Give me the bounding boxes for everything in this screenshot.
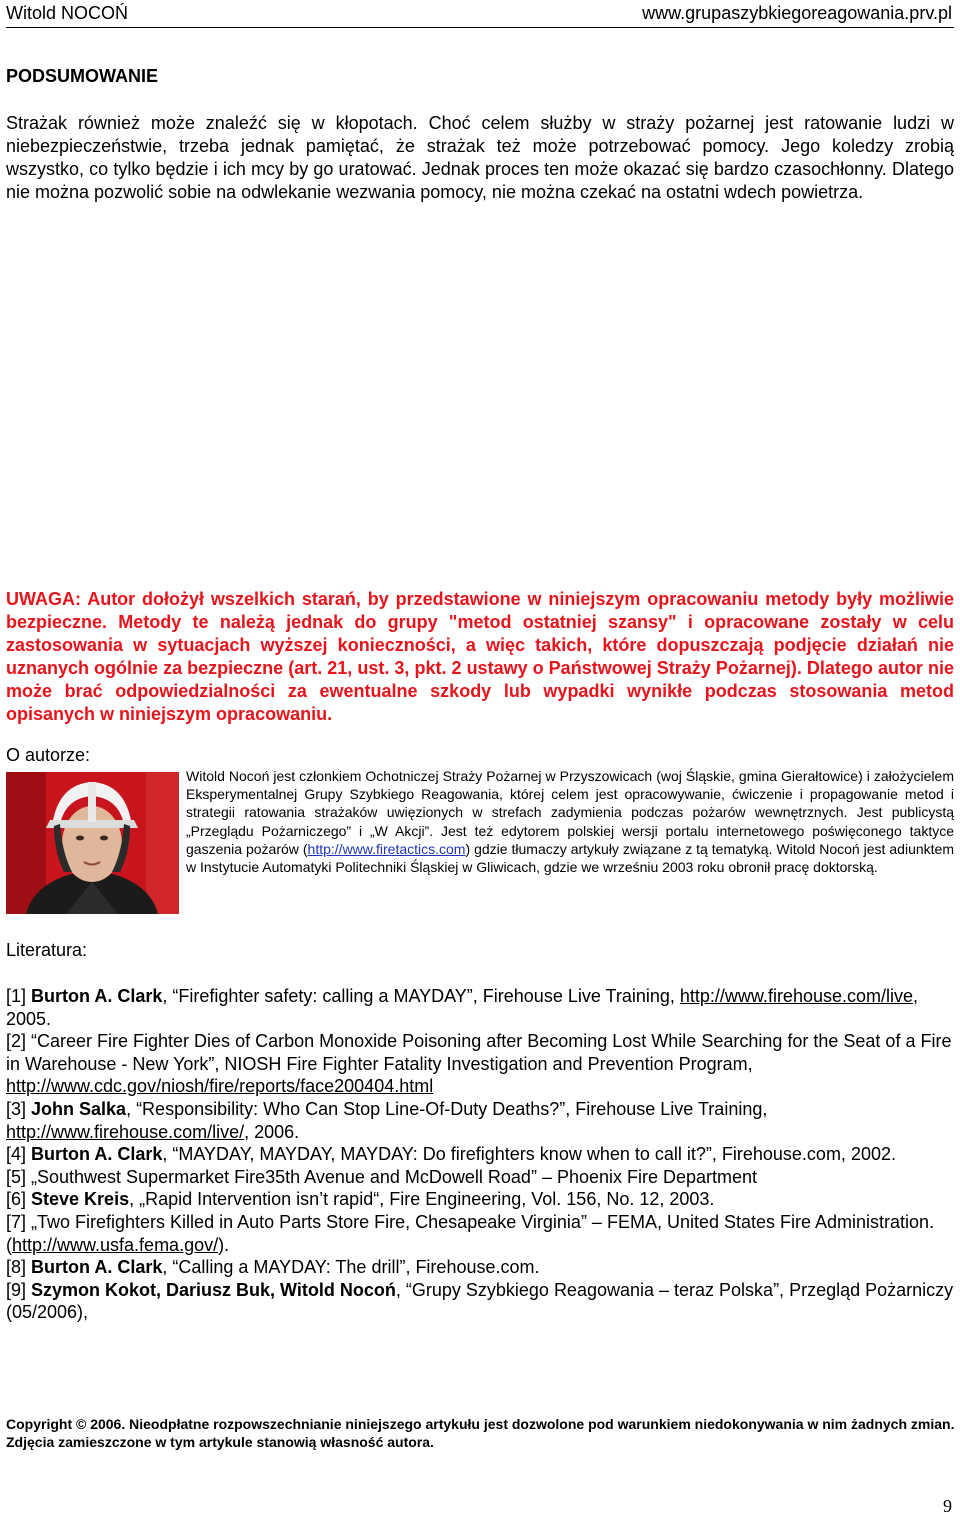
- reference-author: Steve Kreis: [31, 1189, 130, 1210]
- literature-label: Literatura:: [6, 940, 88, 960]
- reference-text: , “MAYDAY, MAYDAY, MAYDAY: Do firefighters know when to call it?”, Firehouse.com, 2002.: [162, 1144, 896, 1165]
- firetactics-link[interactable]: [308, 841, 466, 857]
- reference-text: , “Responsibility: Who Can Stop Line-Of-Duty Deaths?”, Firehouse Live Training,: [126, 1098, 768, 1119]
- reference-number: [5]: [6, 1166, 32, 1187]
- page-number: 9: [943, 1496, 952, 1516]
- reference-author: Szymon Kokot, Dariusz Buk, Witold Nocoń: [31, 1279, 396, 1300]
- reference-item: [6, 1279, 956, 1324]
- about-author-label: O autorze:: [6, 745, 91, 765]
- reference-item: [6, 1098, 956, 1143]
- reference-link[interactable]: http://www.firehouse.com/live/: [6, 1121, 245, 1142]
- reference-item: [6, 1030, 956, 1098]
- reference-item: [6, 1188, 956, 1211]
- reference-number: [4]: [6, 1144, 32, 1165]
- reference-text: , “Firefighter safety: calling a MAYDAY”, Firehouse Live Training,: [162, 986, 680, 1006]
- reference-number: [9]: [6, 1279, 32, 1300]
- reference-number: [1]: [6, 986, 32, 1006]
- reference-text: “Career Fire Fighter Dies of Carbon Monoxide Poisoning after Becoming Lost While Searching for the Seat of a Fire in Warehouse - New York”, NIOSH Fire Fighter Fatality Investigation and Prevention Program,: [6, 1031, 952, 1074]
- reference-link[interactable]: http://www.firehouse.com/live: [679, 986, 914, 1006]
- reference-number: [8]: [6, 1257, 32, 1278]
- reference-number: [7]: [6, 1211, 32, 1232]
- reference-link[interactable]: http://www.cdc.gov/niosh/fire/reports/face200404.html: [6, 1076, 434, 1097]
- firetactics-link-part1: http://: [307, 840, 343, 857]
- bio-text-start: Witold Nocoń jest członkiem Ochotniczej Straży Pożarnej w Przyszowicach (woj Śląskie, gmina Gierałtowice) i założycielem Eksperymentalnej Grupy Szybkiego Reagowania, której celem jest opracowywanie, ćwiczenie i propagowanie metod i strategii ratowania strażaków uwięzionych w strefach zadymienia podczas pożarów wewnętrznych. Jest publicystą „Przeglądu Pożarniczego” i „W Akcji”. Jest też edytorem polskiej wersji portalu internetowego poświęconego taktyce gaszenia pożarów (: [186, 768, 954, 857]
- reference-author: John Salka: [31, 1098, 127, 1119]
- reference-item: [6, 985, 956, 1030]
- author-photo: [6, 772, 179, 914]
- bio-text-end: ) gdzie tłumaczy artykuły związane z tą tematyką. Witold Nocoń jest adiunktem w Instytucie Automatyki Politechniki Śląskiej w Gliwicach, gdzie we wrześniu 2003 roku obronił pracę doktorską.: [186, 840, 954, 876]
- reference-item: [6, 1166, 956, 1189]
- reference-text: „Two Firefighters Killed in Auto Parts Store Fire, Chesapeake Virginia” – FEMA, United States Fire Administration. (: [6, 1211, 935, 1255]
- section-heading: PODSUMOWANIE: [6, 66, 159, 86]
- warning-paragraph: UWAGA: Autor dołożył wszelkich starań, by przedstawione w niniejszym opracowaniu metody były możliwie bezpieczne. Metody te należą jednak do grupy "metod ostatniej szansy" i opracowane zostały w celu zastosowania w sytuacjach wyższej konieczności, a więc takich, które dopuszczają podjęcie działań nie uznanych ogólnie za bezpieczne (art. 21, ust. 3, pkt. 2 ustawy o Państwowej Straży Pożarnej). Dlatego autor nie może brać odpowiedzialności za ewentualne szkody lub wypadki wynikłe podczas stosowania metod opisanych w niniejszym opracowaniu.: [6, 589, 954, 724]
- header-site: www.grupaszybkiegoreagowania.prv.pl: [642, 3, 952, 23]
- reference-link[interactable]: http://www.usfa.fema.gov/: [12, 1234, 219, 1255]
- author-bio: [186, 767, 954, 876]
- reference-item: [6, 1143, 956, 1166]
- reference-number: [6]: [6, 1189, 32, 1210]
- page-header: [6, 2, 952, 26]
- reference-tail: ).: [218, 1234, 230, 1255]
- header-author: Witold NOCOŃ: [6, 3, 129, 23]
- copyright-notice: Copyright © 2006. Nieodpłatne rozpowszechnianie niniejszego artykułu jest dozwolone pod warunkiem niedokonywania w nim żadnych zmian. Zdjęcia zamieszczone w tym artykule stanowią własność autora.: [6, 1416, 955, 1450]
- reference-item: [6, 1256, 956, 1279]
- reference-author: Burton A. Clark: [31, 986, 163, 1006]
- summary-paragraph: Strażak również może znaleźć się w kłopotach. Choć celem służby w straży pożarnej jest ratowanie ludzi w niebezpieczeństwie, trzeba jednak pamiętać, że strażak też może potrzebować pomocy. Jego koledzy zrobią wszystko, co tylko będzie i ich mcy by go uratować. Jednak proces ten może okazać się bardzo czasochłonny. Dlatego nie można pozwolić sobie na odwlekanie wezwania pomocy, nie można czekać na ostatni wdech powietrza.: [6, 113, 954, 202]
- header-divider: [6, 27, 954, 28]
- reference-text: , “Grupy Szybkiego Reagowania – teraz Polska”, Przegląd Pożarniczy (05/2006),: [6, 1279, 954, 1323]
- firetactics-link-part2: www.firetactics.com: [342, 840, 466, 857]
- reference-item: [6, 1211, 956, 1256]
- reference-text: , “Calling a MAYDAY: The drill”, Firehouse.com.: [162, 1257, 540, 1278]
- reference-number: [3]: [6, 1098, 32, 1119]
- reference-author: Burton A. Clark: [31, 1144, 163, 1165]
- reference-author: Burton A. Clark: [31, 1257, 163, 1278]
- reference-tail: , 2005.: [6, 986, 919, 1029]
- reference-text: , „Rapid Intervention isn’t rapid“, Fire Engineering, Vol. 156, No. 12, 2003.: [129, 1189, 715, 1210]
- reference-tail: , 2006.: [244, 1121, 300, 1142]
- reference-text: „Southwest Supermarket Fire35th Avenue and McDowell Road” – Phoenix Fire Department: [31, 1166, 758, 1187]
- reference-number: [2]: [6, 1031, 32, 1052]
- references-list: [6, 985, 956, 1324]
